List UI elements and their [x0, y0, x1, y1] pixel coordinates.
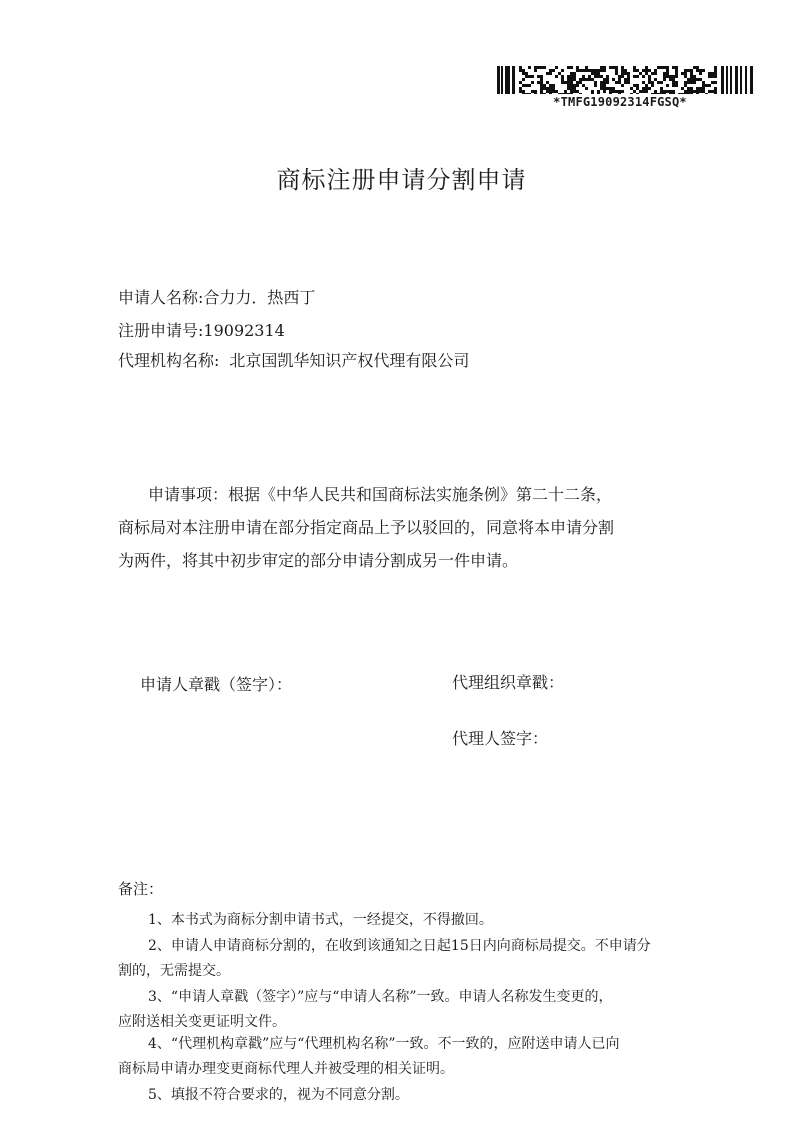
request-line-1: 申请事项：根据《中华人民共和国商标法实施条例》第二十二条，: [148, 485, 613, 504]
note-line-8: 5、填报不符合要求的，视为不同意分割。: [148, 1087, 409, 1103]
note-line-7: 商标局申请办理变更商标代理人并被受理的相关证明。: [118, 1061, 454, 1077]
agent-signature-label: 代理人签字：: [452, 729, 549, 748]
agency-name-value: 北京国凯华知识产权代理有限公司: [229, 351, 470, 370]
note-line-6: 4、“代理机构章戳”应与“代理机构名称”一致。不一致的，应附送申请人已向: [148, 1036, 620, 1052]
page-title: 商标注册申请分割申请: [276, 166, 527, 194]
barcode-text: *TMFG19092314FGSQ*: [553, 95, 687, 109]
note-line-4: 3、“申请人章戳（签字）”应与“申请人名称”一致。申请人名称发生变更的，: [148, 989, 613, 1005]
request-line-2: 商标局对本注册申请在部分指定商品上予以驳回的，同意将本申请分割: [118, 518, 615, 537]
barcode-image: [497, 66, 755, 94]
registration-number-label: 注册申请号:: [118, 321, 204, 340]
note-line-3: 割的，无需提交。: [118, 963, 230, 979]
request-line-3: 为两件，将其中初步审定的部分申请分割成另一件申请。: [118, 551, 519, 570]
agency-name-field: [118, 348, 469, 371]
note-line-5: 应附送相关变更证明文件。: [118, 1014, 286, 1030]
note-line-1: 1、本书式为商标分割申请书式，一经提交，不得撤回。: [148, 912, 493, 928]
agency-name-label: 代理机构名称:: [118, 351, 220, 370]
registration-number-value: 19092314: [203, 321, 285, 340]
applicant-seal-label: 申请人章戳（签字）：: [140, 675, 293, 694]
applicant-name-field: [118, 285, 315, 308]
applicant-name-label: 申请人名称:: [118, 288, 204, 307]
note-line-2: 2、申请人申请商标分割的，在收到该通知之日起15日内向商标局提交。不申请分: [148, 938, 651, 954]
notes-heading: 备注：: [118, 880, 164, 898]
agency-seal-label: 代理组织章戳：: [452, 673, 565, 692]
applicant-name-value: 合力力．热西丁: [203, 288, 316, 307]
registration-number-field: [118, 318, 285, 341]
